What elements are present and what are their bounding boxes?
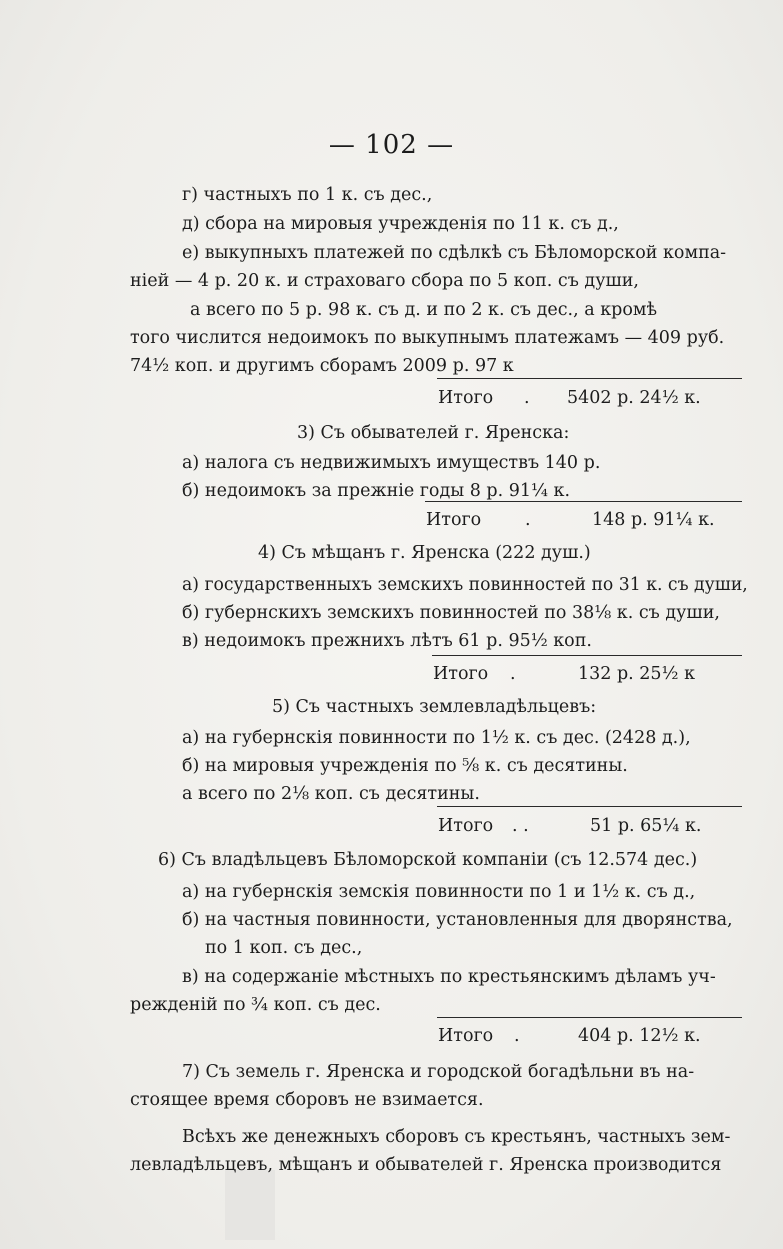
text-line: б) губернскихъ земскихъ повинностей по 38⅛ к. съ души, bbox=[182, 603, 720, 623]
text-line: б) на частныя повинности, установленныя для дворянства, bbox=[182, 910, 733, 930]
section-heading: 6) Съ владѣльцевъ Бѣломорской компаніи (съ 12.574 дес.) bbox=[158, 850, 698, 870]
text-line: а) на губернскія земскія повинности по 1 и 1½ к. съ д., bbox=[182, 882, 696, 902]
text-line: а всего по 5 р. 98 к. съ д. и по 2 к. съ дес., а кромѣ bbox=[190, 300, 658, 320]
section-heading: 5) Съ частныхъ землевладѣльцевъ: bbox=[272, 697, 597, 717]
total-rule bbox=[432, 655, 742, 656]
text-line: е) выкупныхъ платежей по сдѣлкѣ съ Бѣломорской компа- bbox=[182, 243, 727, 263]
text-line: стоящее время сборовъ не взимается. bbox=[130, 1090, 484, 1110]
text-line: а) на губернскія повинности по 1½ к. съ дес. (2428 д.), bbox=[182, 728, 691, 748]
text-line: в) недоимокъ прежнихъ лѣтъ 61 р. 95½ коп. bbox=[182, 631, 592, 651]
page-stain bbox=[225, 1170, 275, 1240]
text-line: в) на содержаніе мѣстныхъ по крестьянскимъ дѣламъ уч- bbox=[182, 967, 716, 987]
text-line: г) частныхъ по 1 к. съ дес., bbox=[182, 185, 433, 205]
text-line: а) государственныхъ земскихъ повинностей по 31 к. съ души, bbox=[182, 575, 748, 595]
page-number: — 102 — bbox=[328, 130, 455, 160]
text-line: 7) Съ земель г. Яренска и городской богадѣльни въ на- bbox=[182, 1062, 695, 1082]
text-line: по 1 коп. съ дес., bbox=[205, 938, 363, 958]
total-rule bbox=[437, 378, 742, 379]
text-line: Всѣхъ же денежныхъ сборовъ съ крестьянъ, частныхъ зем- bbox=[182, 1127, 731, 1147]
total-rule bbox=[425, 501, 742, 502]
total-row: Итого . 132 р. 25½ к bbox=[433, 664, 696, 684]
total-row: Итого . 5402 р. 24½ к. bbox=[438, 388, 701, 408]
text-line: режденій по ¾ коп. съ дес. bbox=[130, 995, 381, 1015]
text-line: а) налога съ недвижимыхъ имуществъ 140 р. bbox=[182, 453, 601, 473]
section-heading: 3) Съ обывателей г. Яренска: bbox=[297, 423, 570, 443]
section-heading: 4) Съ мѣщанъ г. Яренска (222 душ.) bbox=[258, 543, 591, 563]
text-line: а всего по 2⅛ коп. съ десятины. bbox=[182, 784, 480, 804]
text-line: б) на мировыя учрежденія по ⅝ к. съ десятины. bbox=[182, 756, 628, 776]
text-line: д) сбора на мировыя учрежденія по 11 к. съ д., bbox=[182, 214, 619, 234]
text-line: б) недоимокъ за прежніе годы 8 р. 91¼ к. bbox=[182, 481, 571, 501]
total-rule bbox=[437, 806, 742, 807]
total-row: Итого . . 51 р. 65¼ к. bbox=[438, 816, 702, 836]
total-row: Итого . 148 р. 91¼ к. bbox=[426, 510, 715, 530]
total-rule bbox=[437, 1017, 742, 1018]
text-line: левладѣльцевъ, мѣщанъ и обывателей г. Яренска производится bbox=[130, 1155, 722, 1175]
text-line: 74½ коп. и другимъ сборамъ 2009 р. 97 к bbox=[130, 356, 514, 376]
total-row: Итого . 404 р. 12½ к. bbox=[438, 1026, 701, 1046]
text-line: ніей — 4 р. 20 к. и страховаго сбора по 5 коп. съ души, bbox=[130, 271, 639, 291]
text-line: того числится недоимокъ по выкупнымъ платежамъ — 409 руб. bbox=[130, 328, 725, 348]
